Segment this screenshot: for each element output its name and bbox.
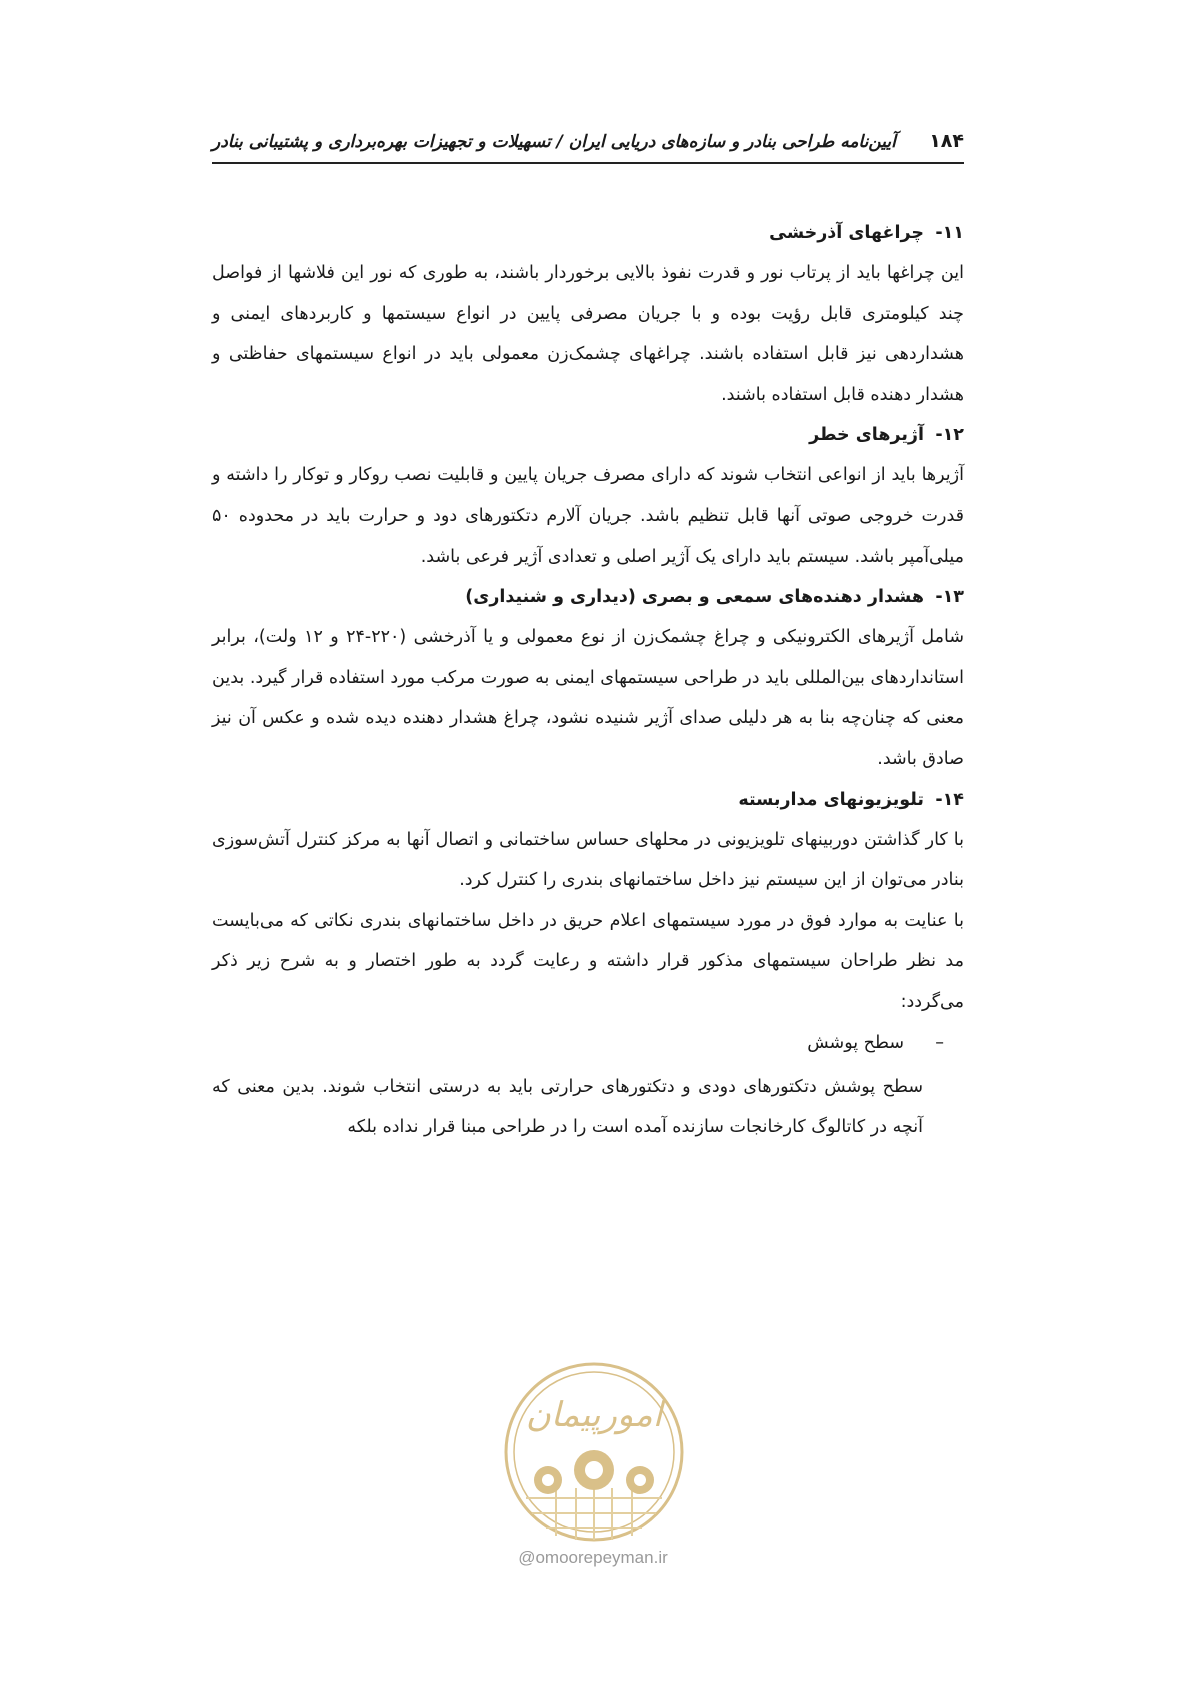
- section-11: [212, 213, 964, 415]
- page-header: [212, 128, 964, 164]
- section-14: [212, 780, 964, 1023]
- section-title: تلویزیونهای مداربسته: [738, 789, 924, 810]
- logo-grid-icon: [526, 1488, 662, 1540]
- section-12: [212, 415, 964, 577]
- running-title: آیین‌نامه طراحی بنادر و سازه‌های دریایی ایران / تسهیلات و تجهیزات بهره‌برداری و پشتیبانی بنادر: [212, 132, 896, 152]
- paragraph: این چراغها باید از پرتاب نور و قدرت نفوذ بالایی برخوردار باشند، به طوری که نور این فلاشها از فواصل چند کیلومتری قابل رؤیت بوده و با جریان مصرفی پایین در انواع سیستمها و کاربردهای ایمنی و هشداردهی نیز قابل استفاده باشند. چراغهای چشمک‌زن معمولی باید در انواع سیستمهای حفاظتی و هشدار دهنده قابل استفاده باشند.: [212, 263, 964, 405]
- section-title: آژیرهای خطر: [809, 425, 924, 446]
- section-heading: ۱۲-آژیرهای خطر: [809, 425, 964, 446]
- paragraph: شامل آژیرهای الکترونیکی و چراغ چشمک‌زن از نوع معمولی و یا آذرخشی (۲۲۰-۲۴ و ۱۲ ولت)، برابر استانداردهای بین‌المللی باید در طراحی سیستمهای ایمنی به صورت مرکب مورد استفاده قرار گیرد. بدین معنی که چنان‌چه بنا به هر دلیلی صدای آژیر شنیده نشود، چراغ هشدار دهنده دیده شده و عکس آن نیز صادق باشد.: [212, 627, 964, 769]
- watermark-url: @omoorepeyman.ir: [518, 1548, 668, 1567]
- page-number: ۱۸۴: [929, 130, 964, 152]
- watermark-logo: [496, 1348, 692, 1568]
- paragraph: آژیرها باید از انواعی انتخاب شوند که دارای مصرف جریان پایین و قابلیت نصب روکار و توکار را داشته و قدرت خروجی صوتی آنها قابل تنظیم باشد. جریان آلارم دتکتورهای دود و حرارت باید در محدوده ۵۰ میلی‌آمپر باشد. سیستم باید دارای یک آژیر اصلی و تعدادی آژیر فرعی باشد.: [212, 465, 964, 567]
- logo-text: امورپیمان: [525, 1395, 663, 1435]
- section-13: [212, 577, 964, 779]
- bullet-paragraph: سطح پوشش دتکتورهای دودی و دتکتورهای حرارتی باید به درستی انتخاب شوند. بدین معنی که آنچه در کاتالوگ کارخانجات سازنده آمده است را در طراحی مبنا قرار نداده بلکه: [212, 1076, 923, 1138]
- section-heading: ۱۳-هشدار دهنده‌های سمعی و بصری (دیداری و شنیداری): [465, 587, 964, 608]
- bullet-item: [212, 1023, 964, 1067]
- section-title: چراغهای آذرخشی: [769, 223, 924, 243]
- section-heading: ۱۱-چراغهای آذرخشی: [769, 223, 964, 243]
- paragraph: با کار گذاشتن دوربینهای تلویزیونی در محلهای حساس ساختمانی و اتصال آنها به مرکز کنترل آتش‌سوزی بنادر می‌توان از این سیستم نیز داخل ساختمانهای بندری را کنترل کرد.: [212, 829, 964, 891]
- section-title: هشدار دهنده‌های سمعی و بصری (دیداری و شنیداری): [465, 587, 924, 608]
- bullet-label: سطح پوشش: [807, 1032, 904, 1053]
- dash-icon: –: [935, 1032, 944, 1053]
- page-body: [212, 213, 964, 1148]
- gear-icon: [534, 1450, 654, 1494]
- section-heading: ۱۴-تلویزیونهای مداربسته: [738, 789, 964, 810]
- paragraph: با عنایت به موارد فوق در مورد سیستمهای اعلام حریق در داخل ساختمانهای بندری نکاتی که می‌بایست مد نظر طراحان سیستمهای مذکور قرار داشته و رعایت گردد به طور اختصار و به شرح زیر ذکر می‌گردد:: [212, 910, 964, 1012]
